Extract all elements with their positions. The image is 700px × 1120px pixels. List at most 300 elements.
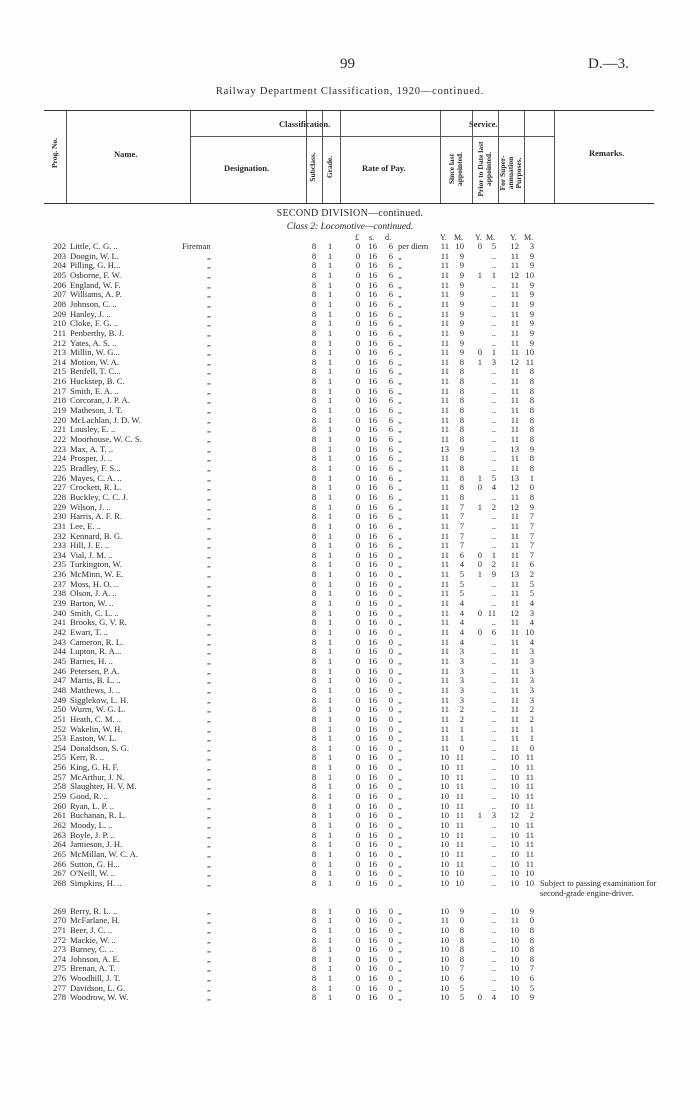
cell-sub: 8 [311, 520, 317, 531]
cell-no: 266 [53, 858, 66, 869]
cell-no: 211 [53, 327, 66, 338]
cell-sub: 8 [311, 356, 317, 367]
cell-em: 3 [459, 655, 464, 666]
cell-ey: 11 [440, 549, 449, 560]
cell-ey: 10 [440, 905, 449, 916]
cell-em: 11 [455, 848, 464, 859]
cell-name: Prosper, J. .. [70, 453, 113, 464]
cell-ey: 10 [440, 953, 449, 964]
cell-pm: 5 [491, 472, 496, 483]
cell-per: „ [398, 944, 402, 955]
cell-s: 16 [368, 627, 377, 637]
cell-pm: .. [491, 820, 496, 830]
cell-l: 0 [355, 482, 361, 493]
cell-em: 9 [459, 298, 464, 309]
cell-ty: 10 [510, 752, 519, 763]
cell-ty: 11 [510, 337, 519, 348]
cell-ty: 11 [510, 434, 519, 444]
cell-ey: 11 [440, 327, 449, 338]
cell-name: Vial, J. M. .. [70, 549, 113, 560]
cell-pm: .. [491, 771, 496, 782]
cell-gr: 1 [327, 781, 333, 792]
cell-ty: 11 [510, 414, 519, 425]
colhead-years-3: Y. [510, 233, 517, 242]
cell-l: 0 [355, 385, 361, 396]
cell-desig: „ [207, 655, 211, 666]
cell-name: Johnson, A. E. [70, 953, 120, 964]
cell-l: 0 [355, 395, 361, 406]
cell-ty: 11 [510, 511, 519, 522]
cell-d: 0 [388, 953, 393, 964]
cell-py: 0 [477, 549, 482, 560]
cell-l: 0 [355, 376, 361, 387]
cell-no: 218 [53, 395, 66, 406]
cell-per: „ [398, 800, 402, 811]
cell-ey: 11 [440, 540, 449, 551]
cell-ty: 10 [510, 973, 519, 984]
cell-per: „ [398, 269, 402, 280]
cell-l: 0 [355, 982, 361, 993]
cell-d: 0 [388, 982, 393, 993]
cell-ey: 10 [440, 877, 449, 888]
cell-no: 223 [53, 443, 66, 454]
cell-ey: 11 [440, 453, 449, 464]
cell-gr: 1 [327, 665, 333, 676]
cell-per: „ [398, 713, 402, 724]
cell-l: 0 [355, 559, 361, 570]
cell-d: 0 [388, 713, 393, 724]
cell-pm: 6 [491, 627, 496, 637]
cell-sub: 8 [311, 982, 317, 993]
cell-l: 0 [355, 665, 361, 676]
cell-per: „ [398, 905, 402, 916]
cell-d: 6 [388, 462, 393, 473]
cell-pm: .. [491, 250, 496, 261]
header-since-last: Since last appointed. [447, 152, 464, 186]
cell-sub: 8 [311, 713, 317, 724]
cell-desig: „ [207, 617, 211, 628]
cell-desig: „ [207, 829, 211, 840]
cell-em: 8 [459, 953, 464, 964]
cell-ty: 10 [510, 992, 519, 1003]
cell-l: 0 [355, 742, 361, 753]
cell-s: 16 [368, 559, 377, 570]
cell-no: 238 [53, 588, 66, 599]
cell-em: 8 [459, 924, 464, 935]
cell-name: Osborne, F. W. [70, 269, 122, 280]
cell-ty: 10 [510, 771, 519, 782]
cell-sub: 8 [311, 385, 317, 396]
cell-name: Pilling, G. H... [70, 260, 121, 271]
cell-gr: 1 [327, 636, 333, 647]
cell-ey: 11 [440, 684, 449, 695]
cell-gr: 1 [327, 269, 333, 280]
cell-em: 7 [459, 963, 464, 974]
cell-sub: 8 [311, 289, 317, 300]
cell-d: 0 [388, 598, 393, 609]
cell-no: 234 [53, 549, 66, 560]
colhead-pounds: £ [355, 233, 359, 242]
cell-em: 8 [459, 482, 464, 493]
cell-em: 5 [459, 569, 464, 580]
cell-d: 0 [388, 868, 393, 879]
cell-ey: 11 [440, 385, 449, 396]
cell-desig: „ [207, 944, 211, 955]
cell-desig: „ [207, 260, 211, 271]
cell-name: Barton, W. .. [70, 598, 114, 609]
cell-s: 16 [368, 848, 377, 859]
cell-d: 6 [388, 472, 393, 483]
cell-no: 243 [53, 636, 66, 647]
cell-desig: „ [207, 308, 211, 319]
cell-pm: .. [491, 665, 496, 676]
cell-ey: 11 [440, 269, 449, 280]
cell-s: 16 [368, 376, 377, 387]
cell-l: 0 [355, 655, 361, 666]
cell-name: McFarlane, H. [70, 915, 120, 926]
cell-ty: 10 [510, 982, 519, 993]
cell-l: 0 [355, 713, 361, 724]
cell-l: 0 [355, 934, 361, 945]
cell-s: 16 [368, 269, 377, 280]
cell-ty: 11 [510, 347, 519, 358]
cell-ty: 11 [510, 588, 519, 599]
cell-per: „ [398, 559, 402, 570]
cell-desig: „ [207, 868, 211, 879]
cell-tm: 2 [529, 569, 534, 580]
cell-sub: 8 [311, 578, 317, 589]
cell-name: King, G. H. F. [70, 762, 119, 773]
cell-ty: 11 [510, 520, 519, 531]
cell-pm: 1 [491, 549, 496, 560]
cell-gr: 1 [327, 279, 333, 290]
cell-gr: 1 [327, 617, 333, 628]
cell-no: 245 [53, 655, 66, 666]
cell-per: „ [398, 953, 402, 964]
cell-tm: 0 [529, 915, 534, 926]
cell-sub: 8 [311, 424, 317, 435]
cell-ty: 10 [510, 820, 519, 830]
cell-ey: 11 [440, 491, 449, 502]
cell-ty: 10 [510, 791, 519, 802]
cell-ty: 11 [510, 250, 519, 261]
cell-l: 0 [355, 684, 361, 695]
cell-tm: 5 [529, 588, 534, 599]
cell-name: Woodhill, J. T. [70, 973, 121, 984]
cell-per: „ [398, 327, 402, 338]
cell-ey: 11 [440, 915, 449, 926]
cell-tm: 9 [529, 327, 534, 338]
cell-s: 16 [368, 472, 377, 483]
cell-gr: 1 [327, 973, 333, 984]
cell-no: 270 [53, 915, 66, 926]
cell-tm: 3 [529, 241, 534, 251]
cell-sub: 8 [311, 318, 317, 329]
cell-name: Hanley, J. .. [70, 308, 111, 319]
cell-tm: 5 [529, 578, 534, 589]
cell-ty: 11 [510, 424, 519, 435]
cell-gr: 1 [327, 241, 333, 251]
cell-name: Boyle, J. P. .. [70, 829, 115, 840]
cell-l: 0 [355, 520, 361, 531]
cell-l: 0 [355, 963, 361, 974]
cell-s: 16 [368, 781, 377, 792]
cell-tm: 11 [525, 800, 534, 811]
cell-per: „ [398, 915, 402, 926]
cell-s: 16 [368, 800, 377, 811]
cell-pm: .. [491, 905, 496, 916]
cell-em: 7 [459, 520, 464, 531]
cell-desig: „ [207, 462, 211, 473]
cell-per: „ [398, 762, 402, 773]
cell-sub: 8 [311, 414, 317, 425]
cell-d: 6 [388, 482, 393, 493]
cell-ty: 11 [510, 366, 519, 377]
header-designation: Designation. [224, 163, 270, 173]
cell-s: 16 [368, 905, 377, 916]
cell-gr: 1 [327, 318, 333, 329]
cell-l: 0 [355, 877, 361, 888]
cell-pm: .. [491, 308, 496, 319]
cell-name: Brenan, A. T. [70, 963, 116, 974]
cell-sub: 8 [311, 347, 317, 358]
cell-ty: 11 [510, 559, 519, 570]
cell-no: 258 [53, 781, 66, 792]
cell-s: 16 [368, 289, 377, 300]
cell-gr: 1 [327, 356, 333, 367]
cell-no: 256 [53, 762, 66, 773]
cell-name: Max, A. T. .. [70, 443, 114, 454]
cell-gr: 1 [327, 905, 333, 916]
cell-gr: 1 [327, 530, 333, 541]
cell-tm: 0 [529, 482, 534, 493]
cell-no: 207 [53, 289, 66, 300]
cell-ty: 12 [510, 810, 519, 821]
cell-ey: 10 [440, 829, 449, 840]
cell-d: 6 [388, 453, 393, 464]
cell-desig: „ [207, 376, 211, 387]
cell-l: 0 [355, 549, 361, 560]
page-number: 99 [340, 56, 355, 72]
cell-sub: 8 [311, 781, 317, 792]
cell-l: 0 [355, 347, 361, 358]
page-title: Railway Department Classification, 1920—continued. [215, 86, 485, 97]
cell-per: „ [398, 569, 402, 580]
cell-s: 16 [368, 482, 377, 493]
cell-sub: 8 [311, 395, 317, 406]
cell-desig: „ [207, 501, 211, 512]
cell-ty: 10 [510, 800, 519, 811]
cell-sub: 8 [311, 800, 317, 811]
cell-per: „ [398, 549, 402, 560]
cell-desig: „ [207, 578, 211, 589]
cell-name: Turkington, W. [70, 559, 122, 570]
cell-sub: 8 [311, 337, 317, 348]
cell-ey: 11 [440, 520, 449, 531]
cell-gr: 1 [327, 675, 333, 686]
cell-ey: 10 [440, 973, 449, 984]
cell-sub: 8 [311, 963, 317, 974]
cell-sub: 8 [311, 279, 317, 290]
cell-ty: 11 [510, 723, 519, 734]
cell-s: 16 [368, 723, 377, 734]
cell-ey: 11 [440, 598, 449, 609]
cell-ty: 10 [510, 953, 519, 964]
cell-no: 226 [53, 472, 66, 483]
cell-ey: 10 [440, 820, 449, 830]
cell-name: Kerr, R. .. [70, 752, 105, 763]
cell-ey: 10 [440, 992, 449, 1003]
cell-sub: 8 [311, 915, 317, 926]
cell-desig: „ [207, 443, 211, 454]
cell-pm: .. [491, 924, 496, 935]
cell-no: 205 [53, 269, 66, 280]
cell-ey: 11 [440, 655, 449, 666]
cell-em: 3 [459, 684, 464, 695]
cell-per: „ [398, 366, 402, 377]
cell-no: 252 [53, 723, 66, 734]
cell-pm: .. [491, 858, 496, 869]
colhead-months-3: M. [524, 233, 534, 242]
cell-desig: „ [207, 636, 211, 647]
cell-pm: .. [491, 598, 496, 609]
cell-desig: „ [207, 791, 211, 802]
cell-desig: „ [207, 569, 211, 580]
cell-ty: 10 [510, 905, 519, 916]
cell-ey: 11 [440, 260, 449, 271]
cell-no: 204 [53, 260, 66, 271]
cell-tm: 10 [525, 868, 534, 879]
cell-ey: 11 [440, 356, 449, 367]
cell-pm: .. [491, 752, 496, 763]
cell-tm: 3 [529, 675, 534, 686]
cell-pm: .. [491, 829, 496, 840]
cell-no: 217 [53, 385, 66, 396]
cell-name: Little, C. G. .. [70, 241, 118, 251]
cell-no: 257 [53, 771, 66, 782]
cell-sub: 8 [311, 820, 317, 830]
cell-l: 0 [355, 501, 361, 512]
cell-per: „ [398, 501, 402, 512]
cell-name: Wurm, W. G. L. [70, 704, 126, 715]
cell-per: „ [398, 877, 402, 888]
cell-desig: „ [207, 298, 211, 309]
cell-remarks: Subject to passing examination for second-grade engine-driver. [540, 878, 657, 899]
cell-s: 16 [368, 308, 377, 319]
cell-pm: .. [491, 395, 496, 406]
cell-name: Moody, L. .. [70, 820, 113, 830]
cell-per: „ [398, 443, 402, 454]
cell-gr: 1 [327, 992, 333, 1003]
cell-tm: 8 [529, 944, 534, 955]
cell-per: „ [398, 453, 402, 464]
cell-tm: 3 [529, 665, 534, 676]
cell-ey: 10 [440, 944, 449, 955]
cell-name: Woodrow, W. W. [70, 992, 129, 1003]
cell-desig: „ [207, 963, 211, 974]
cell-name: McArthur, J. N. [70, 771, 125, 782]
cell-l: 0 [355, 491, 361, 502]
cell-pm: .. [491, 655, 496, 666]
cell-desig: „ [207, 414, 211, 425]
cell-name: Lee, E. .. [70, 520, 102, 531]
cell-pm: .. [491, 675, 496, 686]
page-code: D.—3. [588, 56, 629, 72]
cell-s: 16 [368, 327, 377, 338]
cell-no: 277 [53, 982, 66, 993]
cell-per: „ [398, 472, 402, 483]
cell-name: Buckley, C. C. J. [70, 491, 128, 502]
cell-per: „ [398, 250, 402, 261]
cell-ty: 10 [510, 877, 519, 888]
cell-per: „ [398, 858, 402, 869]
cell-s: 16 [368, 443, 377, 454]
cell-desig: „ [207, 318, 211, 329]
cell-name: Heath, C. M. .. [70, 713, 122, 724]
cell-ty: 11 [510, 617, 519, 628]
cell-ty: 11 [510, 713, 519, 724]
cell-tm: 7 [529, 540, 534, 551]
cell-d: 0 [388, 924, 393, 935]
cell-per: „ [398, 337, 402, 348]
cell-l: 0 [355, 915, 361, 926]
cell-em: 11 [455, 800, 464, 811]
cell-no: 273 [53, 944, 66, 955]
cell-s: 16 [368, 665, 377, 676]
cell-gr: 1 [327, 376, 333, 387]
cell-per: „ [398, 520, 402, 531]
cell-gr: 1 [327, 385, 333, 396]
cell-per: „ [398, 530, 402, 541]
cell-tm: 6 [529, 973, 534, 984]
cell-ty: 13 [510, 472, 519, 483]
cell-desig: „ [207, 742, 211, 753]
cell-no: 216 [53, 376, 66, 387]
cell-l: 0 [355, 279, 361, 290]
cell-d: 0 [388, 963, 393, 974]
cell-pm: .. [491, 578, 496, 589]
cell-ey: 11 [440, 472, 449, 483]
cell-ty: 11 [510, 578, 519, 589]
cell-desig: „ [207, 992, 211, 1003]
cell-tm: 11 [525, 839, 534, 850]
cell-per: „ [398, 704, 402, 715]
cell-name: Berry, R. L. .. [70, 905, 118, 916]
cell-ty: 10 [510, 839, 519, 850]
cell-ey: 11 [440, 318, 449, 329]
cell-l: 0 [355, 810, 361, 821]
cell-per: „ [398, 540, 402, 551]
cell-ey: 11 [440, 578, 449, 589]
cell-s: 16 [368, 684, 377, 695]
cell-ty: 13 [510, 569, 519, 580]
cell-ty: 11 [510, 279, 519, 290]
cell-l: 0 [355, 414, 361, 425]
cell-name: Olson, J. A. .. [70, 588, 117, 599]
cell-ey: 11 [440, 636, 449, 647]
cell-pm: .. [491, 385, 496, 396]
cell-d: 0 [388, 820, 393, 830]
cell-no: 278 [53, 992, 66, 1003]
cell-l: 0 [355, 733, 361, 744]
cell-sub: 8 [311, 848, 317, 859]
cell-l: 0 [355, 327, 361, 338]
cell-tm: 9 [529, 992, 534, 1003]
cell-pm: .. [491, 318, 496, 329]
cell-sub: 8 [311, 973, 317, 984]
cell-l: 0 [355, 752, 361, 763]
cell-s: 16 [368, 858, 377, 869]
